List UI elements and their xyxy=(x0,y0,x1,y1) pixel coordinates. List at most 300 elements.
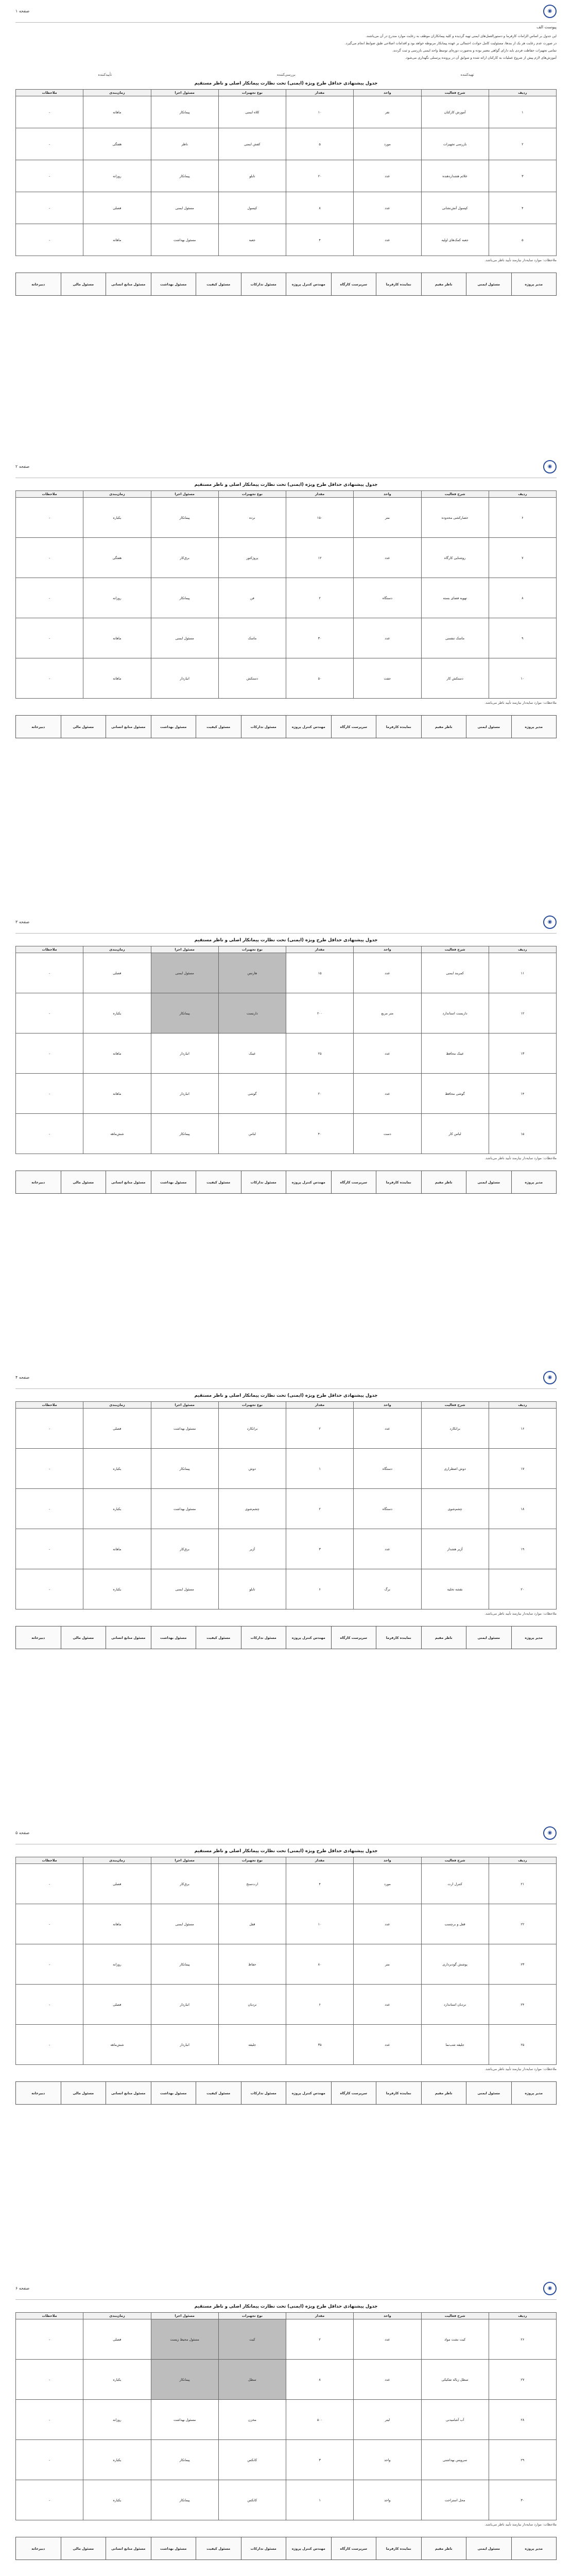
legend-cell: مسئول مالی xyxy=(61,273,106,296)
table-cell: کیت xyxy=(218,2319,286,2360)
table-row xyxy=(16,538,557,578)
table-cell: عدد xyxy=(354,2025,421,2065)
column-header: شرح فعالیت xyxy=(421,2313,489,2319)
table-cell: عدد xyxy=(354,618,421,658)
legend-cell: سرپرست کارگاه xyxy=(331,2537,376,2560)
table-cell: - xyxy=(16,128,83,160)
table-cell: ماهانه xyxy=(83,1529,151,1569)
table-note: ملاحظات: موارد سایه‌دار نیازمند تأیید ناظر می‌باشد. xyxy=(484,2522,557,2527)
table-cell: ۲۶ xyxy=(489,2319,556,2360)
table-cell: داربست استاندارد xyxy=(421,993,489,1033)
column-header: زمان‌بندی xyxy=(83,491,151,498)
page-number: صفحه ۴ xyxy=(15,1375,30,1380)
legend-cell: مهندس کنترل پروژه xyxy=(286,1171,332,1194)
page-number: صفحه ۳ xyxy=(15,920,30,924)
legend-cell: ناظر مقیم xyxy=(421,2082,466,2105)
table-cell: - xyxy=(16,1944,83,1985)
table-cell: ۱۳ xyxy=(489,1033,556,1074)
table-cell: یکباره xyxy=(83,2440,151,2480)
table-cell: ماهانه xyxy=(83,1074,151,1114)
table-cell: ۵۰۰ xyxy=(286,2400,354,2440)
intro-text xyxy=(15,33,557,60)
legend-cell: مدیر پروژه xyxy=(511,716,557,738)
legend-cell: مسئول ایمنی xyxy=(466,1626,512,1649)
table-cell: ۱۰ xyxy=(489,658,556,699)
table-cell: نرده xyxy=(218,498,286,538)
responsibility-legend xyxy=(15,715,557,738)
responsibility-legend xyxy=(15,2537,557,2560)
table-cell: دستگاه xyxy=(354,1489,421,1529)
table-cell: یکباره xyxy=(83,1489,151,1529)
table-head xyxy=(16,90,557,96)
table-cell: پیمانکار xyxy=(151,2440,218,2480)
legend-cell: نماینده کارفرما xyxy=(376,716,422,738)
preparer-signatures xyxy=(15,73,557,77)
table-cell: ۲۵ xyxy=(286,1033,354,1074)
table-cell: لباس کار xyxy=(421,1114,489,1154)
table-cell: آموزش کارکنان xyxy=(421,96,489,128)
signature-label: تهیه‌کننده xyxy=(460,73,474,77)
requirements-table xyxy=(15,2312,557,2520)
table-row xyxy=(16,1409,557,1449)
table-cell: سرویس بهداشتی xyxy=(421,2440,489,2480)
column-header: مقدار xyxy=(286,2313,354,2319)
table-row xyxy=(16,1114,557,1154)
table-cell: واحد xyxy=(354,2480,421,2520)
table-cell: - xyxy=(16,2440,83,2480)
table-cell: آب آشامیدنی xyxy=(421,2400,489,2440)
column-header: ردیف xyxy=(489,2313,556,2319)
table-row xyxy=(16,1529,557,1569)
table-cell: روزانه xyxy=(83,160,151,192)
legend-cell: سرپرست کارگاه xyxy=(331,273,376,296)
requirements-table xyxy=(15,1857,557,2065)
legend-cell: مسئول کیفیت xyxy=(196,1171,241,1194)
legend-cell: مسئول مالی xyxy=(61,2537,106,2560)
column-header: مسئول اجرا xyxy=(151,2313,218,2319)
legend-cell: مهندس کنترل پروژه xyxy=(286,273,332,296)
table-cell: تابلو xyxy=(218,160,286,192)
table-cell: ۱۵ xyxy=(286,953,354,993)
organization-logo-icon: ◉ xyxy=(543,1826,557,1840)
table-cell: پیمانکار xyxy=(151,993,218,1033)
document-page xyxy=(0,0,572,455)
table-cell: حصارکشی محدوده xyxy=(421,498,489,538)
table-cell: کیت نشت مواد xyxy=(421,2319,489,2360)
legend-row xyxy=(16,1171,557,1194)
table-cell: عینک محافظ xyxy=(421,1033,489,1074)
table-cell: ۷ xyxy=(489,538,556,578)
column-header: زمان‌بندی xyxy=(83,2313,151,2319)
table-cell: یکباره xyxy=(83,1449,151,1489)
table-cell: نردبان xyxy=(218,1985,286,2025)
table-cell: پیمانکار xyxy=(151,1449,218,1489)
table-cell: - xyxy=(16,1985,83,2025)
table-cell: ۲۰۰ xyxy=(286,993,354,1033)
table-cell: مسئول ایمنی xyxy=(151,192,218,224)
legend-row xyxy=(16,2537,557,2560)
table-cell: ۵ xyxy=(489,224,556,256)
table-row xyxy=(16,2360,557,2400)
table-cell: دستگاه xyxy=(354,1449,421,1489)
table-cell: ۴ xyxy=(286,1864,354,1904)
table-cell: - xyxy=(16,1114,83,1154)
table-cell: یکباره xyxy=(83,2360,151,2400)
table-row xyxy=(16,2025,557,2065)
table-row xyxy=(16,1569,557,1609)
page-header xyxy=(15,455,557,478)
table-cell: ۲۷ xyxy=(489,2360,556,2400)
table-cell: آژیر هشدار xyxy=(421,1529,489,1569)
table-cell: جفت xyxy=(354,658,421,699)
appendix-label: پیوست الف xyxy=(536,25,557,29)
table-cell: انباردار xyxy=(151,2025,218,2065)
legend-cell: دبیرخانه xyxy=(16,2537,61,2560)
legend-cell: مدیر پروژه xyxy=(511,2537,557,2560)
legend-cell: سرپرست کارگاه xyxy=(331,1171,376,1194)
column-header: مسئول اجرا xyxy=(151,946,218,953)
table-cell: ۱۰ xyxy=(286,1904,354,1944)
legend-cell: مسئول کیفیت xyxy=(196,1626,241,1649)
header-row xyxy=(16,946,557,953)
table-cell: مسئول بهداشت xyxy=(151,1409,218,1449)
table-cell: برانکارد xyxy=(218,1409,286,1449)
table-cell: برگ xyxy=(354,1569,421,1609)
legend-cell: مسئول منابع انسانی xyxy=(106,2082,151,2105)
table-title: جدول پیشنهادی حداقل طرح ویژه (ایمنی) تحت نظارت پیمانکار اصلی و ناظر مستقیم xyxy=(194,482,378,487)
table-cell: ۱۵ xyxy=(489,1114,556,1154)
document-page xyxy=(0,1366,572,1822)
table-cell: ۲ xyxy=(489,128,556,160)
column-header: شرح فعالیت xyxy=(421,946,489,953)
table-row xyxy=(16,618,557,658)
column-header: مسئول اجرا xyxy=(151,1402,218,1409)
table-cell: - xyxy=(16,578,83,618)
column-header: ملاحظات xyxy=(16,946,83,953)
column-header: واحد xyxy=(354,946,421,953)
column-header: واحد xyxy=(354,491,421,498)
page-number: صفحه ۶ xyxy=(15,2286,30,2291)
table-cell: نفر xyxy=(354,96,421,128)
column-header: نوع تجهیزات xyxy=(218,90,286,96)
table-cell: فصلی xyxy=(83,192,151,224)
table-cell: یکباره xyxy=(83,498,151,538)
table-cell: انباردار xyxy=(151,1985,218,2025)
table-cell: فن xyxy=(218,578,286,618)
legend-cell: سرپرست کارگاه xyxy=(331,716,376,738)
table-cell: پروژکتور xyxy=(218,538,286,578)
table-cell: برق‌کار xyxy=(151,1864,218,1904)
table-cell: دست xyxy=(354,1114,421,1154)
table-head xyxy=(16,946,557,953)
table-body xyxy=(16,498,557,699)
table-cell: ۲۵ xyxy=(489,2025,556,2065)
table-cell: - xyxy=(16,2400,83,2440)
column-header: ملاحظات xyxy=(16,90,83,96)
table-cell: متر xyxy=(354,498,421,538)
table-cell: عدد xyxy=(354,160,421,192)
table-cell: انباردار xyxy=(151,1033,218,1074)
column-header: نوع تجهیزات xyxy=(218,1857,286,1864)
legend-cell: مهندس کنترل پروژه xyxy=(286,2082,332,2105)
column-header: ملاحظات xyxy=(16,2313,83,2319)
table-cell: ۶ xyxy=(286,1569,354,1609)
legend-cell: مسئول منابع انسانی xyxy=(106,273,151,296)
table-cell: عدد xyxy=(354,224,421,256)
table-cell: ۲۰ xyxy=(489,1569,556,1609)
column-header: واحد xyxy=(354,2313,421,2319)
legend-row xyxy=(16,716,557,738)
column-header: ردیف xyxy=(489,946,556,953)
requirements-table xyxy=(15,946,557,1154)
table-cell: کلاه ایمنی xyxy=(218,96,286,128)
table-cell: بازرسی تجهیزات xyxy=(421,128,489,160)
legend-cell: مسئول ایمنی xyxy=(466,2082,512,2105)
legend-cell: مسئول ایمنی xyxy=(466,716,512,738)
table-note: ملاحظات: موارد سایه‌دار نیازمند تأیید ناظر می‌باشد. xyxy=(484,1156,557,1160)
legend-cell: مسئول منابع انسانی xyxy=(106,2537,151,2560)
table-cell: پیمانکار xyxy=(151,96,218,128)
column-header: زمان‌بندی xyxy=(83,90,151,96)
table-cell: حفاظ xyxy=(218,1944,286,1985)
header-row xyxy=(16,1857,557,1864)
table-row xyxy=(16,1074,557,1114)
column-header: واحد xyxy=(354,90,421,96)
table-row xyxy=(16,224,557,256)
table-cell: ۳۰ xyxy=(286,618,354,658)
table-cell: - xyxy=(16,2025,83,2065)
table-row xyxy=(16,953,557,993)
table-cell: یکباره xyxy=(83,2480,151,2520)
table-cell: ماهانه xyxy=(83,224,151,256)
legend-cell: مسئول بهداشت xyxy=(151,273,196,296)
table-cell: ۲ xyxy=(286,2319,354,2360)
table-cell: عدد xyxy=(354,1033,421,1074)
column-header: ملاحظات xyxy=(16,1402,83,1409)
table-note: ملاحظات: موارد سایه‌دار نیازمند تأیید ناظر می‌باشد. xyxy=(484,701,557,705)
legend-row xyxy=(16,1626,557,1649)
table-cell: پیمانکار xyxy=(151,498,218,538)
requirements-table xyxy=(15,490,557,699)
legend-cell: مسئول بهداشت xyxy=(151,716,196,738)
table-cell: ۱۷ xyxy=(489,1449,556,1489)
table-row xyxy=(16,2440,557,2480)
table-row xyxy=(16,578,557,618)
table-row xyxy=(16,128,557,160)
column-header: مسئول اجرا xyxy=(151,491,218,498)
table-cell: ۱ xyxy=(489,96,556,128)
page-number: صفحه ۲ xyxy=(15,464,30,469)
table-cell: برانکارد xyxy=(421,1409,489,1449)
responsibility-legend xyxy=(15,2081,557,2105)
table-cell: ۱۵۰ xyxy=(286,498,354,538)
column-header: نوع تجهیزات xyxy=(218,946,286,953)
table-row xyxy=(16,1904,557,1944)
legend-cell: نماینده کارفرما xyxy=(376,1626,422,1649)
table-cell: جعبه xyxy=(218,224,286,256)
header-row xyxy=(16,90,557,96)
table-cell: ۳ xyxy=(286,1529,354,1569)
legend-cell: مسئول کیفیت xyxy=(196,2537,241,2560)
table-cell: عینک xyxy=(218,1033,286,1074)
table-cell: ۴ xyxy=(489,192,556,224)
legend-cell: نماینده کارفرما xyxy=(376,273,422,296)
legend-cell: مسئول بهداشت xyxy=(151,2082,196,2105)
table-cell: - xyxy=(16,1033,83,1074)
legend-cell: مسئول مالی xyxy=(61,716,106,738)
table-cell: ۱ xyxy=(286,2480,354,2520)
table-cell: ۲۳ xyxy=(489,1944,556,1985)
legend-cell: سرپرست کارگاه xyxy=(331,1626,376,1649)
table-cell: پیمانکار xyxy=(151,2360,218,2400)
table-head xyxy=(16,2313,557,2319)
table-cell: کپسول xyxy=(218,192,286,224)
table-title: جدول پیشنهادی حداقل طرح ویژه (ایمنی) تحت نظارت پیمانکار اصلی و ناظر مستقیم xyxy=(194,938,378,943)
table-cell: - xyxy=(16,1864,83,1904)
table-cell: گوشی محافظ xyxy=(421,1074,489,1114)
table-cell: ۸ xyxy=(489,578,556,618)
table-cell: هفتگی xyxy=(83,128,151,160)
legend-cell: ناظر مقیم xyxy=(421,2537,466,2560)
page-header xyxy=(15,1822,557,1844)
table-note: ملاحظات: موارد سایه‌دار نیازمند تأیید ناظر می‌باشد. xyxy=(484,258,557,262)
table-cell: - xyxy=(16,658,83,699)
requirements-table xyxy=(15,1401,557,1609)
table-row xyxy=(16,2400,557,2440)
column-header: ردیف xyxy=(489,1402,556,1409)
legend-cell: مهندس کنترل پروژه xyxy=(286,716,332,738)
table-cell: - xyxy=(16,2360,83,2400)
table-cell: ۳۰ xyxy=(489,2480,556,2520)
table-cell: ۳۵ xyxy=(286,2025,354,2065)
table-cell: ۲ xyxy=(286,1409,354,1449)
table-cell: ۱۰ xyxy=(286,96,354,128)
table-cell: روشنایی کارگاه xyxy=(421,538,489,578)
legend-cell: ناظر مقیم xyxy=(421,1171,466,1194)
table-cell: مسئول ایمنی xyxy=(151,618,218,658)
table-head xyxy=(16,1857,557,1864)
table-cell: - xyxy=(16,1529,83,1569)
requirements-table xyxy=(15,89,557,256)
table-row xyxy=(16,160,557,192)
legend-cell: مسئول مالی xyxy=(61,1171,106,1194)
table-cell: کنترل ارت xyxy=(421,1864,489,1904)
table-cell: ۲۱ xyxy=(489,1864,556,1904)
table-row xyxy=(16,1033,557,1074)
table-cell: - xyxy=(16,1074,83,1114)
table-cell: دستکش xyxy=(218,658,286,699)
table-cell: ۱۲ xyxy=(489,993,556,1033)
table-cell: ماهانه xyxy=(83,1904,151,1944)
column-header: شرح فعالیت xyxy=(421,1857,489,1864)
table-cell: کمربند ایمنی xyxy=(421,953,489,993)
legend-cell: مدیر پروژه xyxy=(511,2082,557,2105)
table-cell: ۱۴ xyxy=(489,1074,556,1114)
table-cell: ۲ xyxy=(286,1489,354,1529)
table-cell: - xyxy=(16,2480,83,2520)
table-cell: ۶ xyxy=(489,498,556,538)
table-row xyxy=(16,1449,557,1489)
table-title: جدول پیشنهادی حداقل طرح ویژه (ایمنی) تحت نظارت پیمانکار اصلی و ناظر مستقیم xyxy=(194,2304,378,2309)
table-head xyxy=(16,491,557,498)
header-row xyxy=(16,2313,557,2319)
legend-cell: مسئول کیفیت xyxy=(196,2082,241,2105)
table-cell: ۹ xyxy=(489,618,556,658)
table-body xyxy=(16,2319,557,2520)
table-cell: - xyxy=(16,2319,83,2360)
column-header: زمان‌بندی xyxy=(83,1402,151,1409)
legend-cell: مسئول منابع انسانی xyxy=(106,1626,151,1649)
intro-paragraph: تمامی تجهیزات حفاظت فردی باید دارای گواهی معتبر بوده و به‌صورت دوره‌ای توسط واحد ایمنی بازرسی و ثبت گردند. xyxy=(392,48,557,53)
table-cell: ۸۰ xyxy=(286,1944,354,1985)
table-cell: ۵۰ xyxy=(286,658,354,699)
table-cell: - xyxy=(16,993,83,1033)
page-number: صفحه ۱ xyxy=(15,9,30,13)
column-header: زمان‌بندی xyxy=(83,946,151,953)
table-cell: پیمانکار xyxy=(151,2480,218,2520)
intro-paragraph: آموزش‌های لازم پیش از شروع عملیات به کارکنان ارائه شده و سوابق آن در پرونده پرسنلی نگهداری می‌شود. xyxy=(405,56,557,60)
table-cell: یکباره xyxy=(83,993,151,1033)
legend-cell: مدیر پروژه xyxy=(511,1171,557,1194)
responsibility-legend xyxy=(15,273,557,296)
legend-cell: مسئول منابع انسانی xyxy=(106,1171,151,1194)
column-header: مسئول اجرا xyxy=(151,1857,218,1864)
table-cell: - xyxy=(16,953,83,993)
table-body xyxy=(16,1864,557,2065)
table-cell: فصلی xyxy=(83,953,151,993)
header-row xyxy=(16,1402,557,1409)
legend-cell: مسئول تدارکات xyxy=(241,1626,286,1649)
table-cell: قفل و برچسب xyxy=(421,1904,489,1944)
table-cell: قفل xyxy=(218,1904,286,1944)
table-cell: ۲۹ xyxy=(489,2440,556,2480)
table-cell: تابلو xyxy=(218,1569,286,1609)
legend-cell: مسئول تدارکات xyxy=(241,2537,286,2560)
table-row xyxy=(16,1944,557,1985)
table-cell: پیمانکار xyxy=(151,578,218,618)
table-cell: نردبان استاندارد xyxy=(421,1985,489,2025)
legend-row xyxy=(16,273,557,296)
table-row xyxy=(16,498,557,538)
legend-cell: نماینده کارفرما xyxy=(376,2082,422,2105)
table-cell: نقشه تخلیه xyxy=(421,1569,489,1609)
table-cell: متر مربع xyxy=(354,993,421,1033)
table-title: جدول پیشنهادی حداقل طرح ویژه (ایمنی) تحت نظارت پیمانکار اصلی و ناظر مستقیم xyxy=(194,1393,378,1398)
table-cell: دستکش کار xyxy=(421,658,489,699)
column-header: مقدار xyxy=(286,1857,354,1864)
table-cell: فصلی xyxy=(83,1864,151,1904)
table-body xyxy=(16,96,557,256)
legend-cell: مسئول ایمنی xyxy=(466,1171,512,1194)
table-row xyxy=(16,658,557,699)
responsibility-legend xyxy=(15,1626,557,1649)
legend-cell: دبیرخانه xyxy=(16,1626,61,1649)
table-cell: پوشش گودبرداری xyxy=(421,1944,489,1985)
table-cell: پیمانکار xyxy=(151,1944,218,1985)
column-header: نوع تجهیزات xyxy=(218,1402,286,1409)
column-header: واحد xyxy=(354,1402,421,1409)
table-cell: روزانه xyxy=(83,578,151,618)
document-page xyxy=(0,455,572,911)
table-cell: عدد xyxy=(354,1985,421,2025)
table-cell: - xyxy=(16,1409,83,1449)
table-cell: - xyxy=(16,192,83,224)
legend-cell: مسئول مالی xyxy=(61,2082,106,2105)
document-page xyxy=(0,911,572,1366)
table-cell: - xyxy=(16,1449,83,1489)
table-cell: عدد xyxy=(354,192,421,224)
legend-cell: مسئول بهداشت xyxy=(151,1626,196,1649)
